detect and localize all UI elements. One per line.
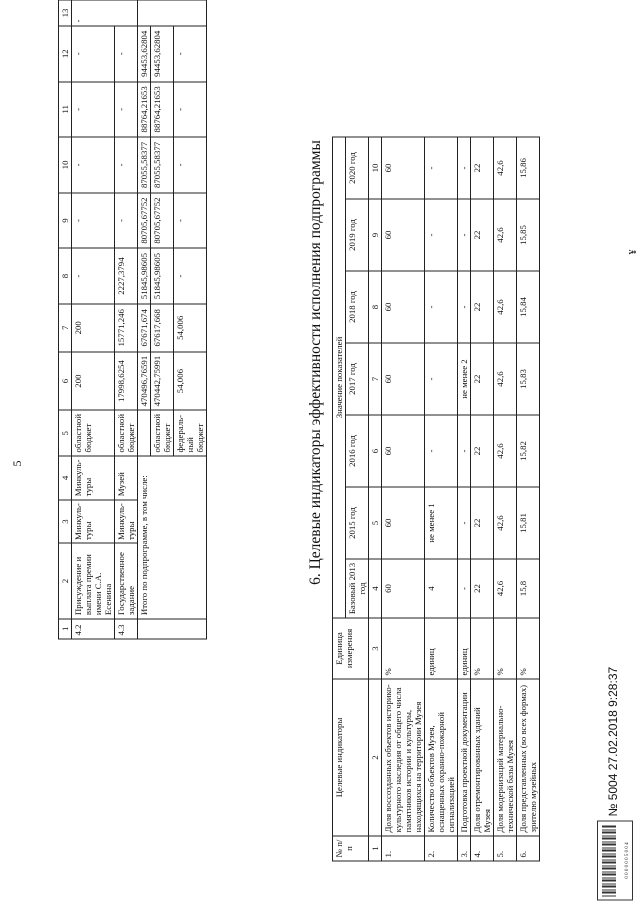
funding-source: областной бюджет (72, 410, 115, 456)
section-title: 6. Целевые индикаторы эффективности исполнения подпрограммы (307, 140, 324, 585)
value-cell: 60 (382, 559, 425, 618)
table-row (471, 137, 494, 861)
value-cell: 17998,6254 (115, 352, 138, 411)
value-cell: 42,6 (494, 137, 517, 199)
value-cell: 94453,62804 (138, 26, 151, 82)
value-cell: 88764,21653 (151, 82, 174, 138)
page-number: 5 (10, 460, 24, 467)
value-cell: 88764,21653 (138, 82, 151, 138)
header-cell: 7 (59, 304, 72, 352)
value-cell: 22 (471, 271, 494, 343)
value-cell: - (425, 137, 458, 199)
value-cell: 42,6 (494, 343, 517, 415)
column-number: 7 (369, 343, 382, 415)
value-cell (138, 0, 207, 26)
barcode (597, 821, 633, 901)
value-cell: 470496,76591 (138, 352, 151, 411)
value-cell: - (115, 82, 138, 138)
column-number: 6 (369, 415, 382, 487)
value-cell: 200 (72, 352, 115, 411)
value-cell: 2227,3794 (115, 248, 138, 304)
value-cell: - (72, 26, 115, 82)
value-cell: - (174, 26, 207, 82)
header-cell: 8 (59, 248, 72, 304)
value-cell: 15771,246 (115, 304, 138, 352)
value-cell: 15,86 (517, 137, 540, 199)
value-cell: 15,81 (517, 487, 540, 559)
value-cell: - (458, 271, 471, 343)
column-number: 3 (369, 618, 382, 679)
scan-mark: ¥ (628, 249, 639, 255)
value-cell: - (174, 82, 207, 138)
indicator-name: Доля представленных (во всех формах) зрителю музейных (517, 679, 540, 836)
registration-stamp: № 5004 27.02.2018 9:28:37 (606, 666, 620, 817)
value-cell: - (72, 248, 115, 304)
row-number: 4.3 (115, 619, 138, 639)
header-values: Значение показателей (333, 137, 346, 618)
header-cell: 1 (59, 619, 72, 639)
row-number: 6. (517, 836, 540, 861)
value-cell: 42,6 (494, 487, 517, 559)
value-cell: 42,6 (494, 559, 517, 618)
column-number: 1 (369, 836, 382, 861)
value-cell: 60 (382, 199, 425, 271)
value-cell: - (115, 26, 138, 82)
row-number: 1. (382, 836, 425, 861)
header-cell: 6 (59, 352, 72, 411)
value-cell: 51845,98605 (138, 248, 151, 304)
value-cell: 60 (382, 487, 425, 559)
value-cell: - (458, 415, 471, 487)
value-cell: 22 (471, 415, 494, 487)
header-year: Базовый 2013 год (346, 559, 369, 618)
measure-name: Государственное задание (115, 543, 138, 618)
header-cell: 13 (59, 0, 72, 26)
indicator-name: Доля отремонтированных зданий Музея (471, 679, 494, 836)
value-cell: 60 (382, 271, 425, 343)
value-cell: 22 (471, 559, 494, 618)
header-number: № п/п (333, 836, 369, 861)
value-cell: - (174, 248, 207, 304)
column-number: 5 (369, 487, 382, 559)
column-number: 4 (369, 559, 382, 618)
header-cell: 10 (59, 137, 72, 193)
value-cell: 87055,58377 (151, 137, 174, 193)
row-number: 4. (471, 836, 494, 861)
value-cell: 42,6 (494, 415, 517, 487)
value-cell: 60 (382, 415, 425, 487)
value-cell: 15,8 (517, 559, 540, 618)
value-cell: 94453,62804 (151, 26, 174, 82)
value-cell: - (115, 137, 138, 193)
table-header-row (333, 137, 346, 861)
table-row (72, 0, 115, 639)
value-cell: не менее 2 (458, 343, 471, 415)
row-number: 5. (494, 836, 517, 861)
table-row (494, 137, 517, 861)
header-cell: 5 (59, 410, 72, 456)
indicators-table (332, 137, 540, 862)
value-cell: 42,6 (494, 199, 517, 271)
funding-source: областной бюджет (115, 410, 138, 456)
unit-cell: % (382, 618, 425, 679)
value-cell: 470442,75991 (151, 352, 174, 411)
header-cell: 2 (59, 543, 72, 618)
total-empty-cell (138, 619, 207, 639)
funding-source (138, 410, 151, 456)
value-cell: 42,6 (494, 271, 517, 343)
funding-source: федераль-ный бюджет (174, 410, 207, 456)
value-cell: 80705,67752 (138, 193, 151, 249)
header-cell: 9 (59, 193, 72, 249)
value-cell: 15,83 (517, 343, 540, 415)
unit-cell: единиц (425, 618, 458, 679)
participant: Музей (115, 456, 138, 500)
value-cell: - (458, 559, 471, 618)
value-cell: - (425, 271, 458, 343)
value-cell: - (425, 199, 458, 271)
row-number: 4.2 (72, 619, 115, 639)
column-number: 10 (369, 137, 382, 199)
value-cell: 87055,58377 (138, 137, 151, 193)
indicator-name: Количество объектов Музея, оснащенных охранно-пожарной сигнализацией (425, 679, 458, 836)
value-cell: 22 (471, 487, 494, 559)
column-number-row (369, 137, 382, 861)
indicator-name: Доля воссозданных объектов историко-культурного наследия от общего числа памятников истории и культуры, находящихся на территории Музея (382, 679, 425, 836)
column-number: 9 (369, 199, 382, 271)
value-cell: не менее 1 (425, 487, 458, 559)
value-cell: 51845,98605 (151, 248, 174, 304)
value-cell: - (458, 137, 471, 199)
value-cell: 67671,674 (138, 304, 151, 352)
value-cell: - (72, 82, 115, 138)
table-row (458, 137, 471, 861)
header-year: 2016 год (346, 415, 369, 487)
value-cell: - (458, 199, 471, 271)
header-cell: 11 (59, 82, 72, 138)
value-cell: - (174, 193, 207, 249)
header-cell: 3 (59, 500, 72, 544)
row-number: 3. (458, 836, 471, 861)
unit-cell: единиц (458, 618, 471, 679)
table-row (115, 0, 138, 639)
value-cell: 15,85 (517, 199, 540, 271)
table-row (138, 0, 151, 639)
executor: Минкуль-туры (115, 500, 138, 544)
measure-name: Присуждение и выплата премии имени С.А. Есенина (72, 543, 115, 618)
column-number: 2 (369, 679, 382, 836)
value-cell: 22 (471, 199, 494, 271)
value-cell: - (115, 193, 138, 249)
indicator-name: Доля модернизаций материально-технической базы Музея (494, 679, 517, 836)
value-cell: 22 (471, 137, 494, 199)
value-cell: - (425, 415, 458, 487)
value-cell: 54,006 (174, 304, 207, 352)
value-cell: 60 (382, 137, 425, 199)
value-cell: - (458, 487, 471, 559)
barcode-text: 0 0 0 0 0 0 5 0 0 4 (625, 842, 630, 879)
total-label: Итого по подпрограмме, в том числе: (138, 456, 207, 619)
header-year: 2019 год (346, 199, 369, 271)
header-year: 2015 год (346, 487, 369, 559)
value-cell: 22 (471, 343, 494, 415)
participant: Минкуль-туры (72, 456, 115, 500)
value-cell: 4 (425, 559, 458, 618)
value-cell: 15,82 (517, 415, 540, 487)
unit-cell: % (517, 618, 540, 679)
table-row (517, 137, 540, 861)
indicator-name: Подготовка проектной документации (458, 679, 471, 836)
value-cell: 200 (72, 304, 115, 352)
value-cell: - (72, 0, 138, 26)
value-cell: - (72, 193, 115, 249)
value-cell: 80705,67752 (151, 193, 174, 249)
row-number: 2. (425, 836, 458, 861)
value-cell: - (425, 343, 458, 415)
value-cell: 54,006 (174, 352, 207, 411)
value-cell: 67617,668 (151, 304, 174, 352)
header-year: 2018 год (346, 271, 369, 343)
table-row (425, 137, 458, 861)
expenses-table (58, 0, 207, 640)
value-cell: - (174, 137, 207, 193)
header-indicators: Целевые индикаторы (333, 679, 369, 836)
value-cell: 15,84 (517, 271, 540, 343)
table-row (382, 137, 425, 861)
column-number: 8 (369, 271, 382, 343)
header-unit: Единица измерения (333, 618, 369, 679)
unit-cell: % (494, 618, 517, 679)
executor: Минкуль-туры (72, 500, 115, 544)
table-header-row (59, 0, 72, 639)
unit-cell: % (471, 618, 494, 679)
value-cell: - (72, 137, 115, 193)
barcode-lines (602, 825, 616, 897)
header-cell: 12 (59, 26, 72, 82)
header-year: 2017 год (346, 343, 369, 415)
header-cell: 4 (59, 456, 72, 500)
value-cell: 60 (382, 343, 425, 415)
header-year: 2020 год (346, 137, 369, 199)
funding-source: областной бюджет (151, 410, 174, 456)
